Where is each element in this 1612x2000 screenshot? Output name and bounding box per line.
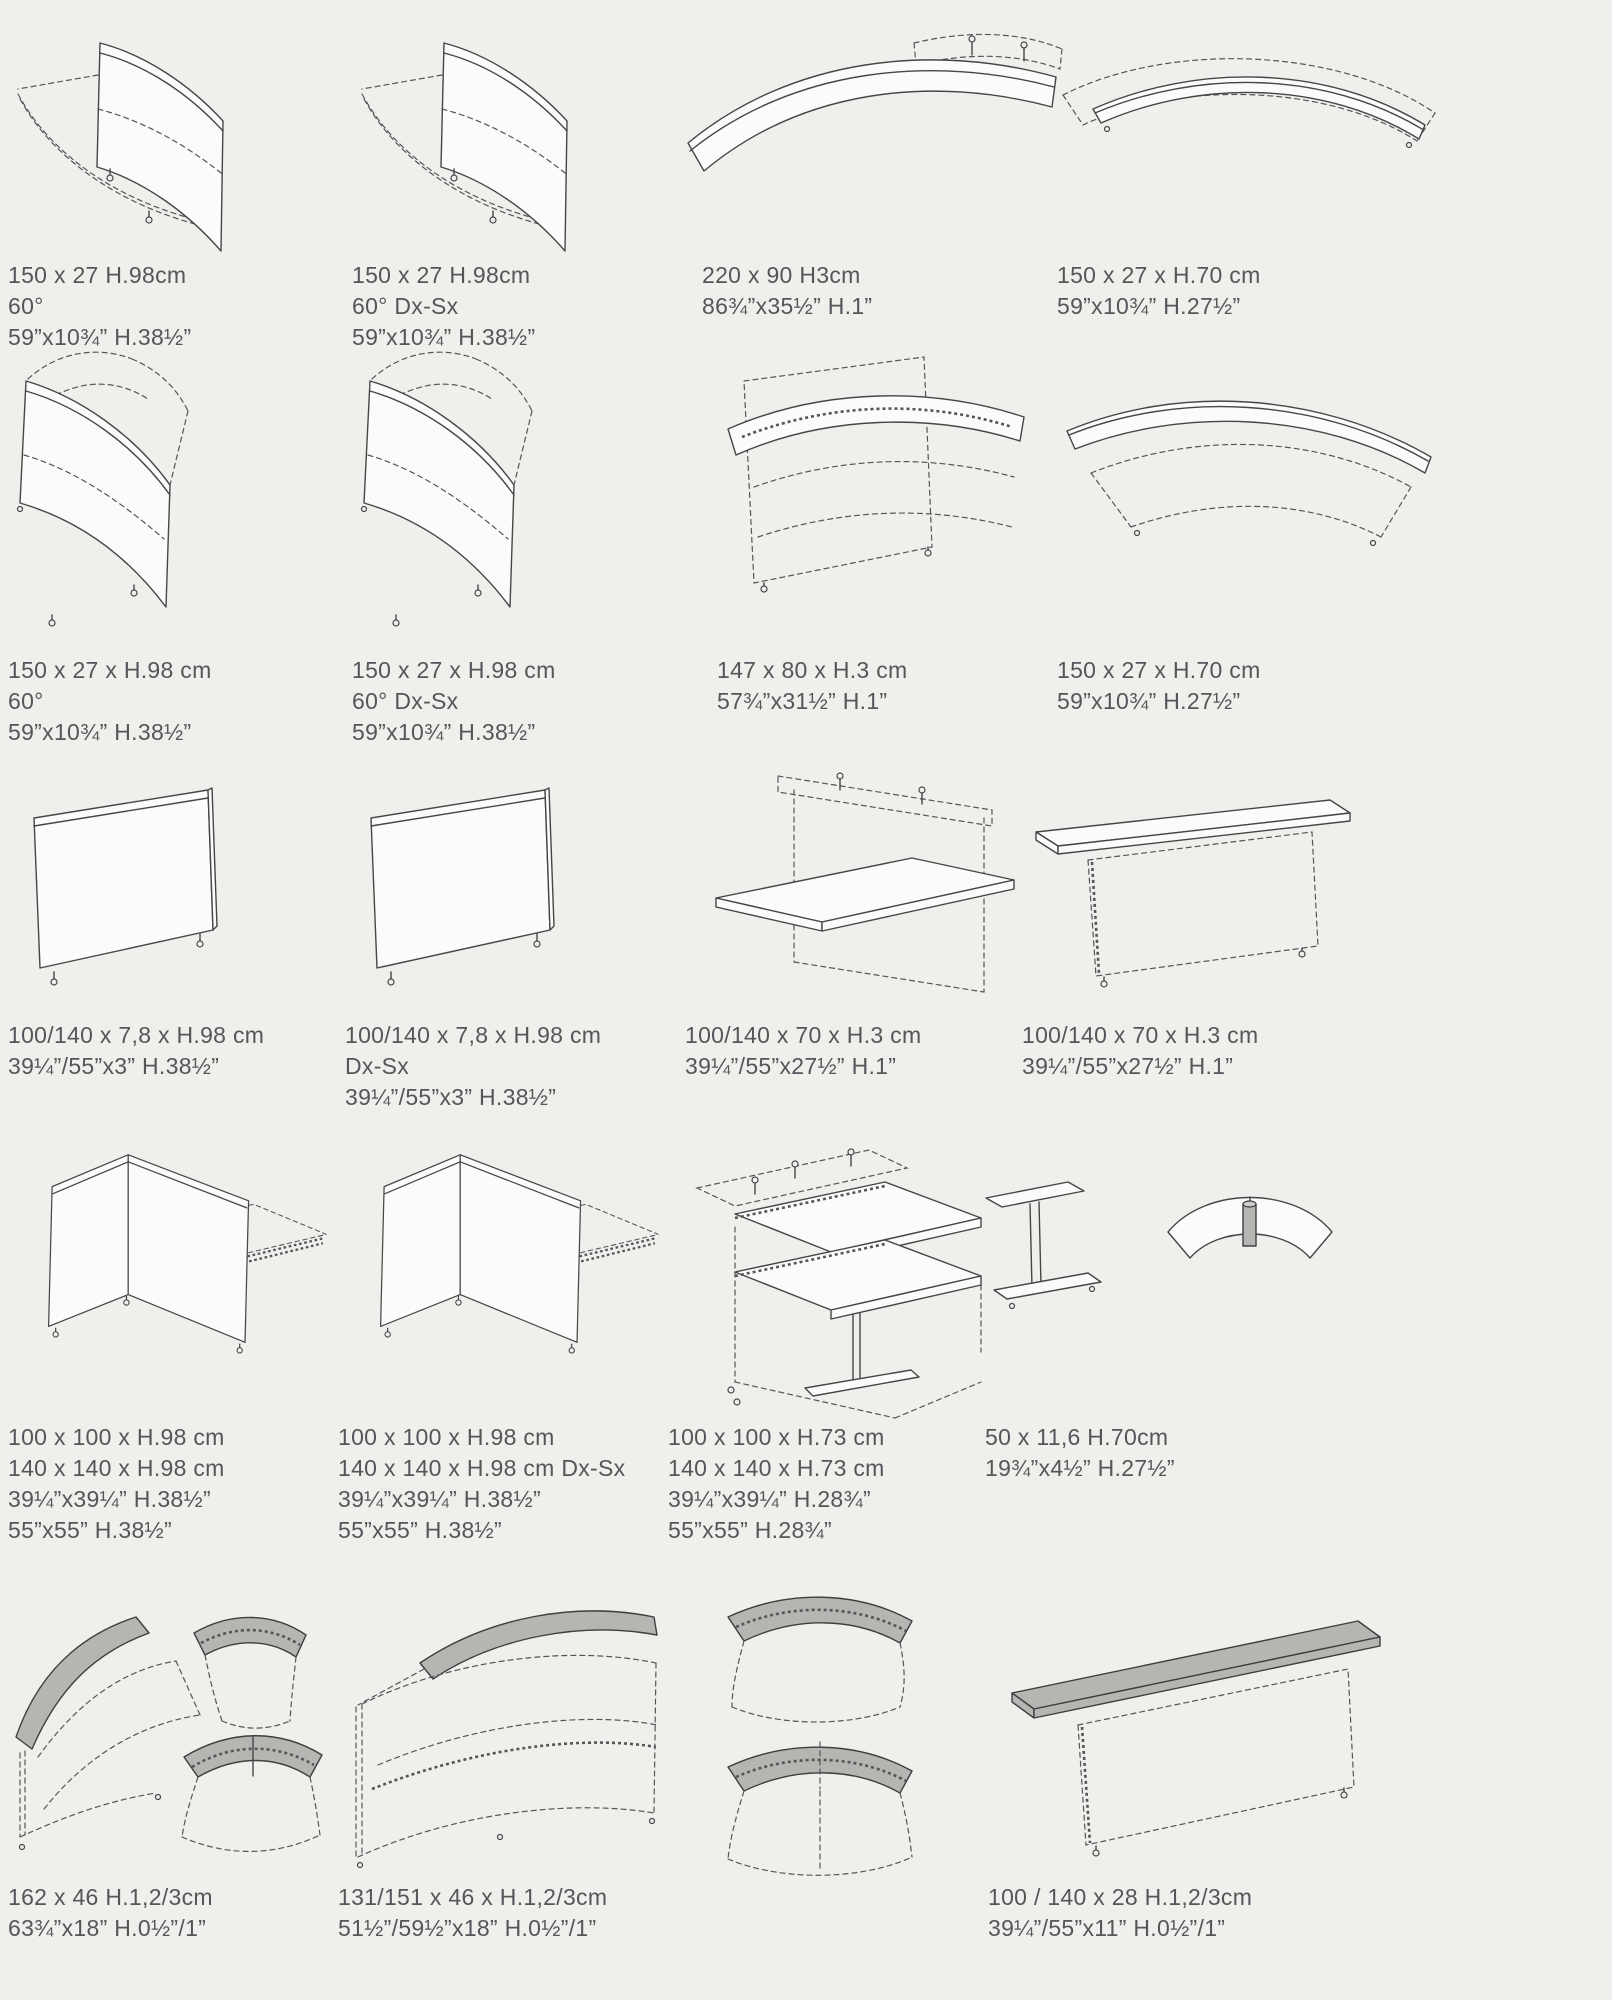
spec-cell — [338, 1575, 674, 1944]
t-leg-and-curved-segment-figure — [960, 1130, 1440, 1422]
caption-line: 51½”/59½”x18” H.0½”/1” — [338, 1915, 597, 1941]
figure-area — [650, 1575, 986, 1882]
curved-low-top-figure — [1035, 335, 1465, 655]
caption-line: 150 x 27 x H.70 cm — [1057, 657, 1261, 683]
caption-line: 63¾”x18” H.0½”/1” — [8, 1915, 207, 1941]
caption-line: 60° — [8, 688, 44, 714]
spec-cell — [960, 1575, 1490, 1944]
figure-area — [1000, 760, 1450, 1020]
caption-line: 19¾”x4½” H.27½” — [985, 1455, 1175, 1481]
caption-line: 39¼”/55”x11” H.0½”/1” — [988, 1915, 1226, 1941]
caption-line: 60° Dx-Sx — [352, 293, 459, 319]
straight-shelf-top-figure — [960, 1575, 1480, 1882]
spec-cell — [8, 335, 344, 748]
spec-cell — [672, 335, 1082, 717]
curved-worktop-on-panel-figure — [672, 335, 1072, 655]
caption-line: 100 x 100 x H.98 cm — [8, 1424, 225, 1450]
figure-caption — [352, 655, 688, 748]
curved-back-panel-60-dx-sx-figure — [352, 335, 682, 655]
figure-caption — [338, 1422, 684, 1546]
spec-cell — [1035, 335, 1475, 717]
spec-cell — [8, 760, 344, 1082]
corner-panel-dx-sx-figure — [338, 1130, 678, 1422]
caption-line: 100/140 x 7,8 x H.98 cm — [345, 1022, 602, 1048]
caption-line: 55”x55” H.38½” — [338, 1517, 502, 1543]
curved-low-panel-figure — [1035, 15, 1465, 260]
figure-caption — [8, 1422, 344, 1546]
caption-line: 55”x55” H.38½” — [8, 1517, 172, 1543]
figure-caption — [8, 655, 344, 748]
caption-line: 60° Dx-Sx — [352, 688, 459, 714]
caption-line: 150 x 27 x H.70 cm — [1057, 262, 1261, 288]
figure-area — [338, 1130, 684, 1422]
spec-cell — [8, 1575, 344, 1944]
figure-area — [672, 15, 1082, 260]
figure-area — [8, 760, 344, 1020]
curved-front-panel-60-dx-sx-figure — [352, 15, 682, 260]
figure-area — [1035, 15, 1475, 260]
spec-cell — [672, 15, 1082, 322]
curved-shelf-top-segments-figure — [8, 1575, 338, 1882]
figure-area — [8, 15, 344, 260]
caption-line: 59”x10¾” H.38½” — [8, 719, 192, 745]
caption-line: 59”x10¾” H.38½” — [352, 719, 536, 745]
spec-cell — [8, 1130, 344, 1546]
caption-line: 39¼”/55”x3” H.38½” — [8, 1053, 220, 1079]
caption-line: 55”x55” H.28¾” — [668, 1517, 832, 1543]
caption-line: 150 x 27 x H.98 cm — [352, 657, 556, 683]
spec-cell — [352, 15, 688, 353]
figure-caption — [1035, 260, 1475, 322]
figure-caption — [672, 655, 1082, 717]
caption-line: 100 x 100 x H.73 cm — [668, 1424, 885, 1450]
caption-line: 100 / 140 x 28 H.1,2/3cm — [988, 1884, 1253, 1910]
figure-caption — [345, 1020, 691, 1113]
caption-line: 39¼”x39¼” H.38½” — [8, 1486, 211, 1512]
spec-cell — [352, 335, 688, 748]
figure-area — [960, 1575, 1490, 1882]
curved-back-panel-60-figure — [8, 335, 338, 655]
caption-line: 59”x10¾” H.27½” — [1057, 293, 1241, 319]
figure-caption — [8, 1020, 344, 1082]
caption-line: 162 x 46 H.1,2/3cm — [8, 1884, 213, 1910]
spec-cell — [338, 1130, 684, 1546]
caption-line: 86¾”x35½” H.1” — [702, 293, 873, 319]
caption-line: 39¼”x39¼” H.38½” — [338, 1486, 541, 1512]
figure-caption — [338, 1882, 674, 1944]
caption-line: 140 x 140 x H.73 cm — [668, 1455, 885, 1481]
figure-area — [8, 335, 344, 655]
figure-caption — [672, 260, 1082, 322]
straight-panel-figure — [8, 760, 338, 1020]
figure-caption — [1000, 1020, 1450, 1082]
corner-panel-figure — [8, 1130, 344, 1422]
figure-caption — [960, 1422, 1450, 1484]
spec-cell — [8, 15, 344, 353]
caption-line: 150 x 27 x H.98 cm — [8, 657, 212, 683]
caption-line: 50 x 11,6 H.70cm — [985, 1424, 1169, 1450]
straight-panel-dx-sx-figure — [345, 760, 675, 1020]
figure-caption — [8, 1882, 344, 1944]
spec-cell — [650, 1575, 986, 1882]
figure-area — [960, 1130, 1450, 1422]
curved-countertop-figure — [672, 15, 1072, 260]
figure-area — [1035, 335, 1475, 655]
caption-line: 100/140 x 7,8 x H.98 cm — [8, 1022, 265, 1048]
caption-line: 140 x 140 x H.98 cm Dx-Sx — [338, 1455, 626, 1481]
caption-line: 100/140 x 70 x H.3 cm — [685, 1022, 922, 1048]
caption-line: Dx-Sx — [345, 1053, 410, 1079]
caption-line: 140 x 140 x H.98 cm — [8, 1455, 225, 1481]
figure-area — [352, 15, 688, 260]
caption-line: 57¾”x31½” H.1” — [717, 688, 888, 714]
caption-line: 150 x 27 H.98cm — [8, 262, 187, 288]
caption-line: 59”x10¾” H.38½” — [352, 324, 536, 350]
figure-caption — [960, 1882, 1490, 1944]
caption-line: 60° — [8, 293, 44, 319]
caption-line: 131/151 x 46 x H.1,2/3cm — [338, 1884, 608, 1910]
caption-line: 59”x10¾” H.27½” — [1057, 688, 1241, 714]
caption-line: 220 x 90 H3cm — [702, 262, 861, 288]
curved-shelf-top-long-figure — [338, 1575, 668, 1882]
spec-cell — [960, 1130, 1450, 1484]
caption-line: 39¼”x39¼” H.28¾” — [668, 1486, 871, 1512]
caption-line: 39¼”/55”x27½” H.1” — [685, 1053, 897, 1079]
caption-line: 39¼”/55”x27½” H.1” — [1022, 1053, 1234, 1079]
figure-area — [352, 335, 688, 655]
caption-line: 100 x 100 x H.98 cm — [338, 1424, 555, 1450]
straight-top-on-panel-figure — [1000, 760, 1440, 1020]
figure-area — [8, 1575, 344, 1882]
caption-line: 150 x 27 H.98cm — [352, 262, 531, 288]
figure-area — [338, 1575, 674, 1882]
spec-cell — [345, 760, 691, 1113]
figure-area — [672, 335, 1082, 655]
caption-line: 59”x10¾” H.38½” — [8, 324, 192, 350]
figure-area — [8, 1130, 344, 1422]
spec-cell — [1000, 760, 1450, 1082]
caption-line: 39¼”/55”x3” H.38½” — [345, 1084, 557, 1110]
figure-area — [345, 760, 691, 1020]
spec-cell — [1035, 15, 1475, 322]
figure-caption — [1035, 655, 1475, 717]
caption-line: 147 x 80 x H.3 cm — [717, 657, 908, 683]
caption-line: 100/140 x 70 x H.3 cm — [1022, 1022, 1259, 1048]
curved-segment-plans-figure — [650, 1575, 980, 1882]
curved-front-panel-60-figure — [8, 15, 338, 260]
